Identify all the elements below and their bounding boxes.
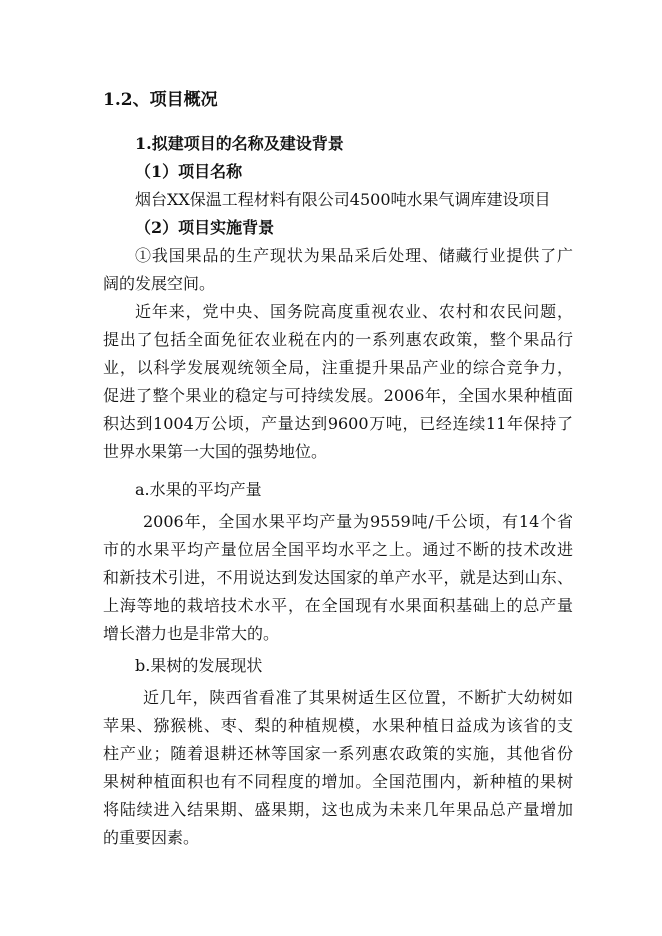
paragraph-line: 积达到1004万公顷，产量达到9600万吨，已经连续11年保持了 bbox=[103, 414, 573, 433]
project-name: 烟台XX保温工程材料有限公司4500吨水果气调库建设项目 bbox=[135, 190, 551, 209]
paragraph-line: 阔的发展空间。 bbox=[103, 274, 216, 293]
paragraph-line: 市的水果平均产量位居全国平均水平之上。通过不断的技术改进 bbox=[103, 540, 573, 559]
paragraph-line: 增长潜力也是非常大的。 bbox=[103, 624, 280, 643]
subsection-a-title: a.水果的平均产量 bbox=[135, 480, 262, 499]
paragraph-line: 近年来，党中央、国务院高度重视农业、农村和农民问题， bbox=[135, 302, 573, 321]
paragraph-line: 果树种植面积也有不同程度的增加。全国范围内，新种植的果树 bbox=[103, 772, 573, 791]
section-heading: 1.2、项目概况 bbox=[103, 90, 218, 110]
paragraph-line: 将陆续进入结果期、盛果期，这也成为未来几年果品总产量增加 bbox=[103, 800, 573, 819]
paragraph-line: 近几年，陕西省看准了其果树适生区位置，不断扩大幼树如 bbox=[143, 688, 573, 707]
paragraph-line: 世界水果第一大国的强势地位。 bbox=[103, 442, 328, 461]
paragraph-line: ①我国果品的生产现状为果品采后处理、储藏行业提供了广 bbox=[135, 246, 573, 265]
item1-title: （1）项目名称 bbox=[135, 162, 243, 181]
subheading-project-background: 1.拟建项目的名称及建设背景 bbox=[135, 134, 344, 153]
paragraph-line: 提出了包括全面免征农业税在内的一系列惠农政策，整个果品行 bbox=[103, 330, 573, 349]
item2-title: （2）项目实施背景 bbox=[135, 218, 275, 237]
paragraph-line: 2006年，全国水果平均产量为9559吨/千公顷，有14个省 bbox=[143, 512, 573, 531]
paragraph-line: 柱产业；随着退耕还林等国家一系列惠农政策的实施，其他省份 bbox=[103, 744, 573, 763]
paragraph-line: 和新技术引进，不用说达到发达国家的单产水平，就是达到山东、 bbox=[103, 568, 573, 587]
paragraph-line: 苹果、猕猴桃、枣、梨的种植规模，水果种植日益成为该省的支 bbox=[103, 716, 573, 735]
subsection-b-title: b.果树的发展现状 bbox=[135, 656, 263, 675]
paragraph-line: 的重要因素。 bbox=[103, 828, 200, 847]
paragraph-line: 业，以科学发展观统领全局，注重提升果品产业的综合竞争力， bbox=[103, 358, 573, 377]
paragraph-line: 上海等地的栽培技术水平，在全国现有水果面积基础上的总产量 bbox=[103, 596, 573, 615]
paragraph-line: 促进了整个果业的稳定与可持续发展。2006年，全国水果种植面 bbox=[103, 386, 573, 405]
